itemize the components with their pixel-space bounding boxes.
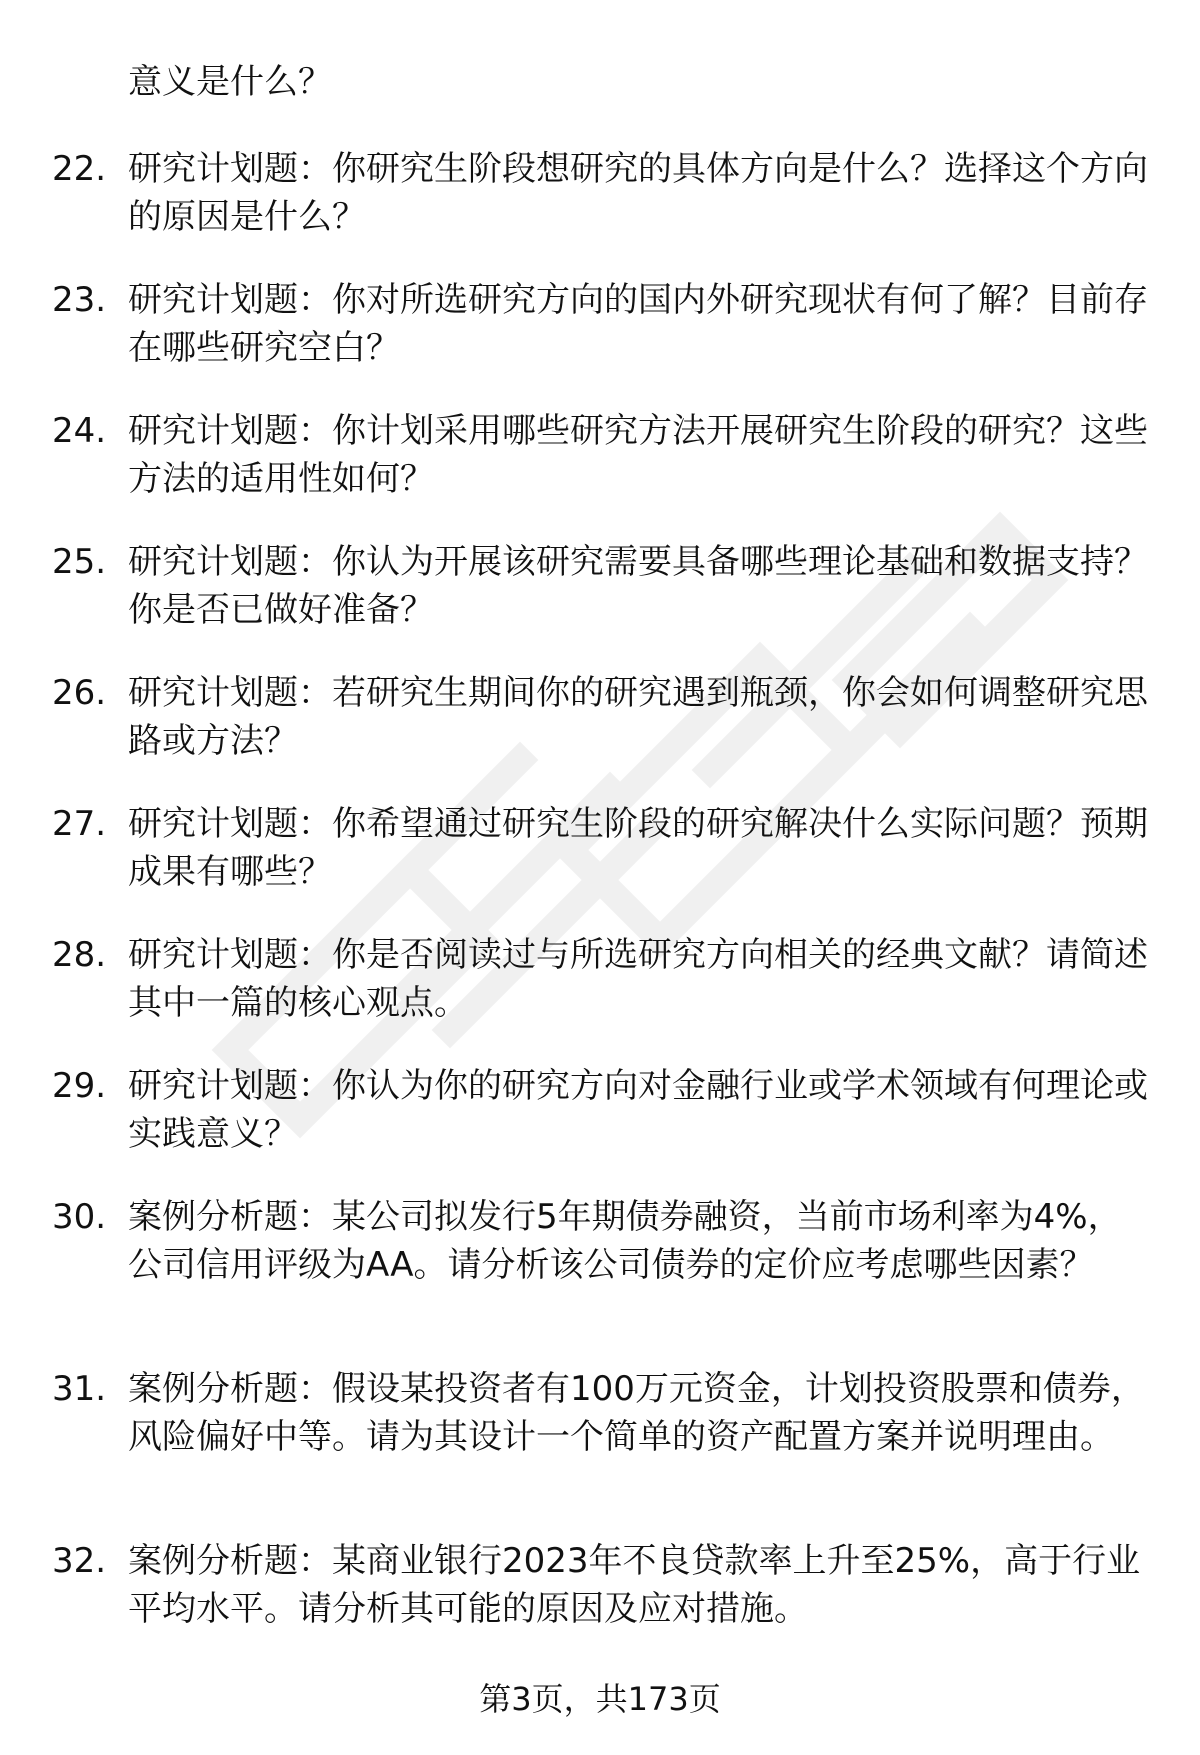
question-text: 研究计划题：你认为开展该研究需要具备哪些理论基础和数据支持？你是否已做好准备？ <box>128 542 1148 630</box>
question-text: 研究计划题：你研究生阶段想研究的具体方向是什么？选择这个方向的原因是什么？ <box>128 149 1148 237</box>
question-item <box>0 407 1200 538</box>
question-list <box>0 145 1200 1647</box>
question-item <box>0 276 1200 407</box>
question-number: 25. <box>52 542 107 582</box>
previous-question-continuation: 意义是什么？ <box>128 62 332 102</box>
question-number: 32. <box>52 1541 107 1581</box>
question-text: 研究计划题：你计划采用哪些研究方法开展研究生阶段的研究？这些方法的适用性如何？ <box>128 411 1148 499</box>
question-text: 案例分析题：假设某投资者有100万元资金，计划投资股票和债券，风险偏好中等。请为其设计一个简单的资产配置方案并说明理由。 <box>128 1369 1145 1457</box>
question-number: 23. <box>52 280 107 320</box>
question-item <box>0 800 1200 931</box>
question-item <box>0 1365 1200 1537</box>
question-number: 26. <box>52 673 107 713</box>
page-number: 第3页，共173页 <box>479 1680 721 1718</box>
question-item <box>0 931 1200 1062</box>
question-item <box>0 1537 1200 1647</box>
question-number: 24. <box>52 411 107 451</box>
question-text: 案例分析题：某公司拟发行5年期债券融资，当前市场利率为4%，公司信用评级为AA。请分析该公司债券的定价应考虑哪些因素？ <box>128 1197 1122 1285</box>
question-number: 30. <box>52 1197 107 1237</box>
question-number: 22. <box>52 149 107 189</box>
question-number: 27. <box>52 804 107 844</box>
question-text: 研究计划题：若研究生期间你的研究遇到瓶颈，你会如何调整研究思路或方法？ <box>128 673 1148 761</box>
question-item <box>0 1062 1200 1193</box>
question-text: 研究计划题：你认为你的研究方向对金融行业或学术领域有何理论或实践意义？ <box>128 1066 1148 1154</box>
question-text: 研究计划题：你希望通过研究生阶段的研究解决什么实际问题？预期成果有哪些？ <box>128 804 1148 892</box>
question-text: 研究计划题：你对所选研究方向的国内外研究现状有何了解？目前存在哪些研究空白？ <box>128 280 1148 368</box>
question-item <box>0 145 1200 276</box>
question-item <box>0 538 1200 669</box>
question-item <box>0 669 1200 800</box>
question-number: 29. <box>52 1066 107 1106</box>
question-number: 28. <box>52 935 107 975</box>
question-item <box>0 1193 1200 1365</box>
question-text: 研究计划题：你是否阅读过与所选研究方向相关的经典文献？请简述其中一篇的核心观点。 <box>128 935 1148 1023</box>
question-text: 案例分析题：某商业银行2023年不良贷款率上升至25%，高于行业平均水平。请分析其可能的原因及应对措施。 <box>128 1541 1141 1629</box>
question-number: 31. <box>52 1369 107 1409</box>
